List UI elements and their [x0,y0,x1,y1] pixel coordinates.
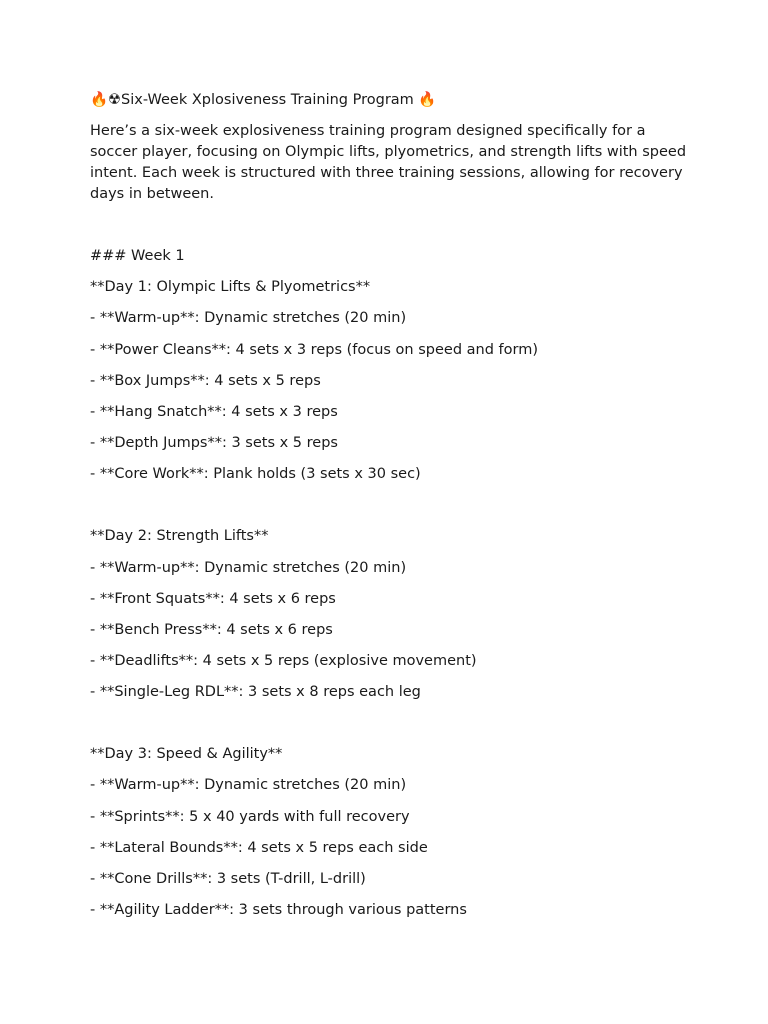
list-item: - **Power Cleans**: 4 sets x 3 reps (focus on speed and form) [90,341,538,358]
list-item: - **Lateral Bounds**: 4 sets x 5 reps each side [90,839,428,856]
day-section [90,526,690,703]
list-item: - **Bench Press**: 4 sets x 6 reps [90,621,333,638]
document-title: 🔥☢Six-Week Xplosiveness Training Program 🔥 [90,92,437,108]
list-item: - **Agility Ladder**: 3 sets through various patterns [90,902,467,919]
list-item: - **Warm-up**: Dynamic stretches (20 min) [90,310,407,327]
list-item: - **Front Squats**: 4 sets x 6 reps [90,590,336,607]
list-item: - **Deadlifts**: 4 sets x 5 reps (explosive movement) [90,653,477,670]
list-item: - **Hang Snatch**: 4 sets x 3 reps [90,403,338,420]
list-item: - **Core Work**: Plank holds (3 sets x 30 sec) [90,466,421,483]
document-page [90,90,690,921]
list-item: - **Warm-up**: Dynamic stretches (20 min) [90,559,407,576]
intro-paragraph: Here’s a six-week explosiveness training program designed specifically for a soccer player, focusing on Olympic lifts, plyometrics, and strength lifts with speed intent. Each week is structured with three training sessions, allowing for recovery days in between. [90,123,687,202]
list-item: - **Cone Drills**: 3 sets (T-drill, L-drill) [90,871,366,887]
day-heading: **Day 1: Olympic Lifts & Plyometrics** [90,279,371,296]
day-heading: **Day 3: Speed & Agility** [90,746,283,763]
list-item: - **Box Jumps**: 4 sets x 5 reps [90,372,321,389]
day-heading: **Day 2: Strength Lifts** [90,528,269,545]
list-item: - **Depth Jumps**: 3 sets x 5 reps [90,435,338,452]
list-item: - **Sprints**: 5 x 40 yards with full recovery [90,808,410,825]
list-item: - **Single-Leg RDL**: 3 sets x 8 reps each leg [90,684,421,701]
day-section [90,744,690,921]
week-heading: ### Week 1 [90,248,185,264]
list-item: - **Warm-up**: Dynamic stretches (20 min) [90,777,407,794]
week-section [90,246,690,485]
